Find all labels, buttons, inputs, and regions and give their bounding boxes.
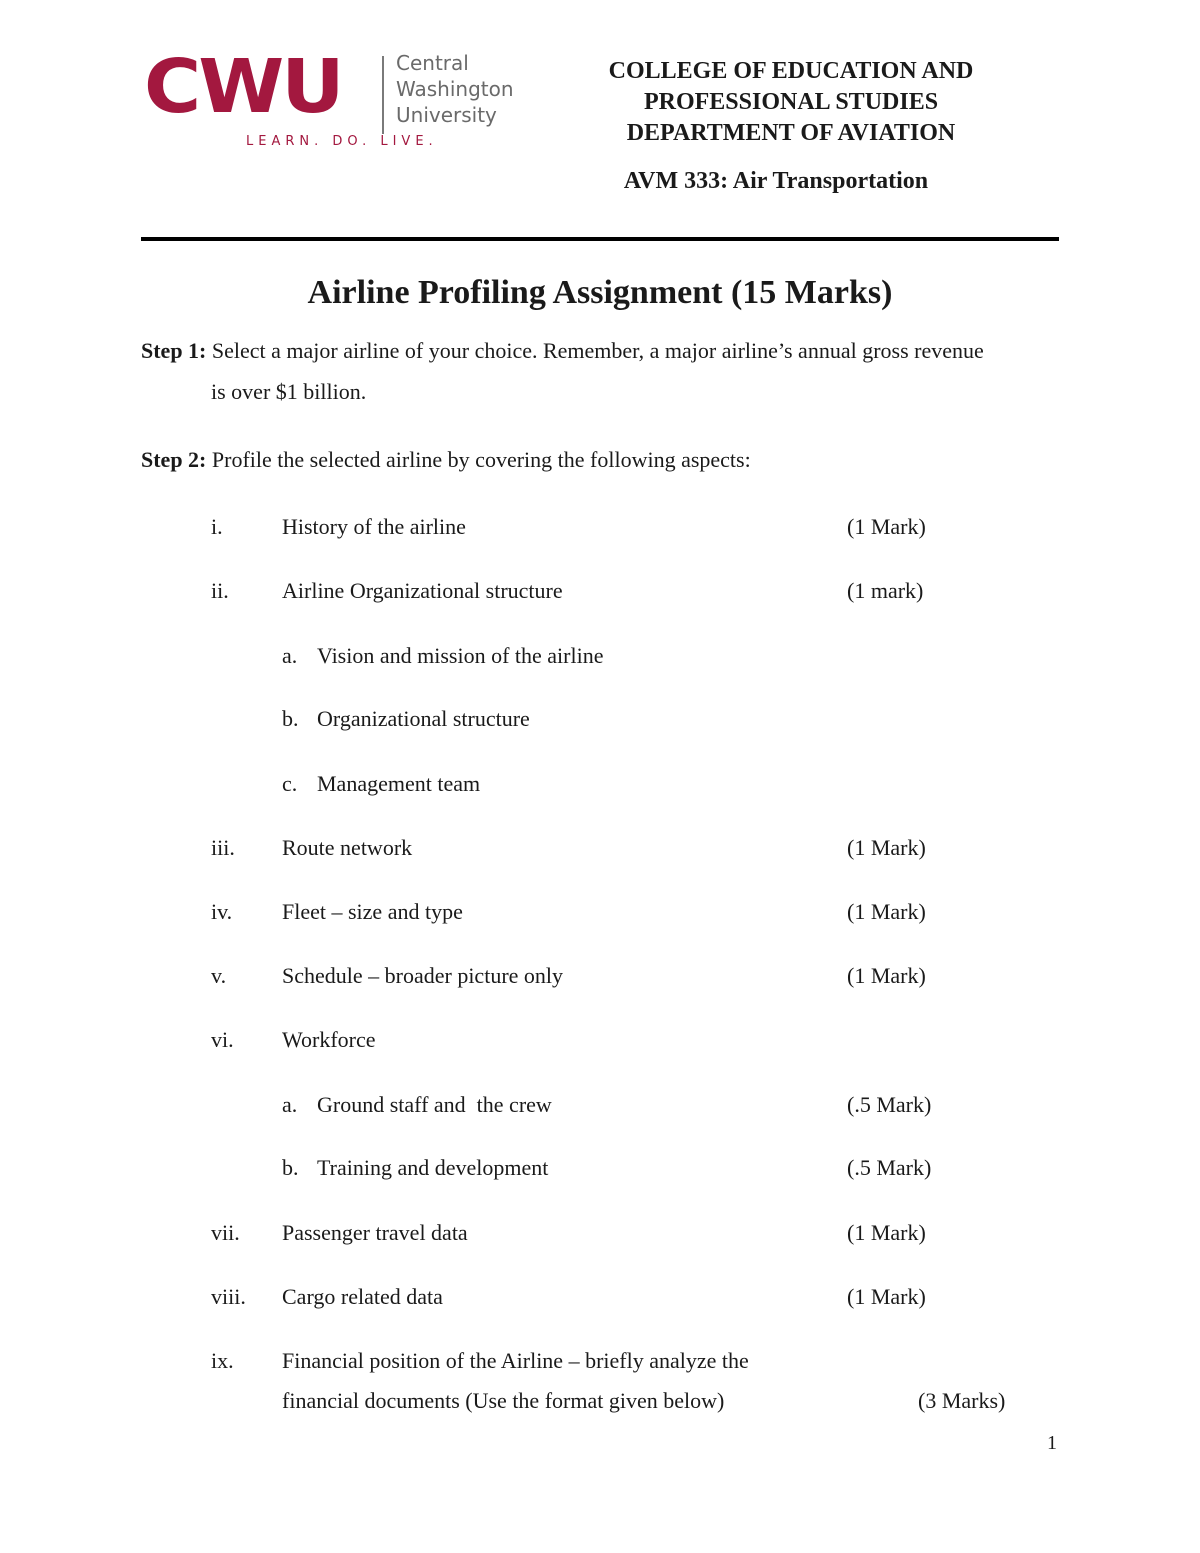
logo-letters: CWU <box>144 44 342 130</box>
subitem-letter: b. <box>282 706 299 731</box>
item-mark: (1 Mark) <box>847 514 926 539</box>
item-mark: (.5 Mark) <box>847 1092 932 1117</box>
subitem-text: Vision and mission of the airline <box>317 643 604 668</box>
subitem-text: Training and development <box>317 1155 549 1180</box>
subitem-text: Management team <box>317 771 481 796</box>
item-text: Financial position of the Airline – briefly analyze the <box>282 1348 749 1373</box>
item-text: Fleet – size and type <box>282 899 463 924</box>
logo-tagline: LEARN. DO. LIVE. <box>246 134 438 149</box>
logo-name-line: University <box>396 103 497 127</box>
item-mark: (1 Mark) <box>847 899 926 924</box>
subitem-letter: b. <box>282 1155 299 1180</box>
item-number: v. <box>211 963 227 988</box>
item-number: viii. <box>211 1284 246 1309</box>
subitem-letter: a. <box>282 1092 298 1117</box>
item-mark: (1 Mark) <box>847 1220 926 1245</box>
item-number: vii. <box>211 1220 240 1245</box>
item-text: History of the airline <box>282 514 466 539</box>
item-text: Workforce <box>282 1027 376 1052</box>
subitem-letter: c. <box>282 771 298 796</box>
step1-label: Step 1: <box>141 338 207 363</box>
item-number: iv. <box>211 899 233 924</box>
logo-name-line: Washington <box>396 77 514 101</box>
subitem-text: Ground staff and the crew <box>317 1092 552 1117</box>
header-divider <box>141 237 1059 241</box>
item-number: ii. <box>211 578 229 603</box>
university-logo <box>140 44 520 158</box>
step2-label: Step 2: <box>141 447 207 472</box>
subitem-text: Organizational structure <box>317 706 530 731</box>
item-text: Airline Organizational structure <box>282 578 563 603</box>
item-text: Cargo related data <box>282 1284 443 1309</box>
step1-line1 <box>141 337 984 365</box>
college-name-line1: COLLEGE OF EDUCATION AND <box>608 58 974 84</box>
item-mark: (1 Mark) <box>847 835 926 860</box>
item-number: iii. <box>211 835 235 860</box>
item-mark: (3 Marks) <box>918 1388 1006 1413</box>
item-mark: (1 Mark) <box>847 963 926 988</box>
step2-text: Profile the selected airline by covering the following aspects: <box>211 447 751 472</box>
item-number: vi. <box>211 1027 234 1052</box>
page-title: Airline Profiling Assignment (15 Marks) <box>307 274 893 311</box>
step1-text: Select a major airline of your choice. Remember, a major airline’s annual gross revenue <box>211 338 984 363</box>
department-name: DEPARTMENT OF AVIATION <box>626 120 956 146</box>
step1-line2: is over $1 billion. <box>211 379 367 404</box>
item-text-continued: financial documents (Use the format given below) <box>282 1388 725 1413</box>
logo-university-name <box>396 50 514 128</box>
subitem-letter: a. <box>282 643 298 668</box>
item-text: Route network <box>282 835 413 860</box>
page-number: 1 <box>1047 1432 1057 1454</box>
logo-name-line: Central <box>396 51 469 75</box>
item-mark: (.5 Mark) <box>847 1155 932 1180</box>
item-mark: (1 Mark) <box>847 1284 926 1309</box>
item-number: ix. <box>211 1348 234 1373</box>
item-mark: (1 mark) <box>847 578 924 603</box>
course-title: AVM 333: Air Transportation <box>623 168 929 194</box>
logo-divider <box>382 56 384 134</box>
item-text: Passenger travel data <box>282 1220 468 1245</box>
college-name-line2: PROFESSIONAL STUDIES <box>643 89 939 115</box>
item-text: Schedule – broader picture only <box>282 963 564 988</box>
item-number: i. <box>211 514 223 539</box>
step2-line <box>141 446 751 474</box>
